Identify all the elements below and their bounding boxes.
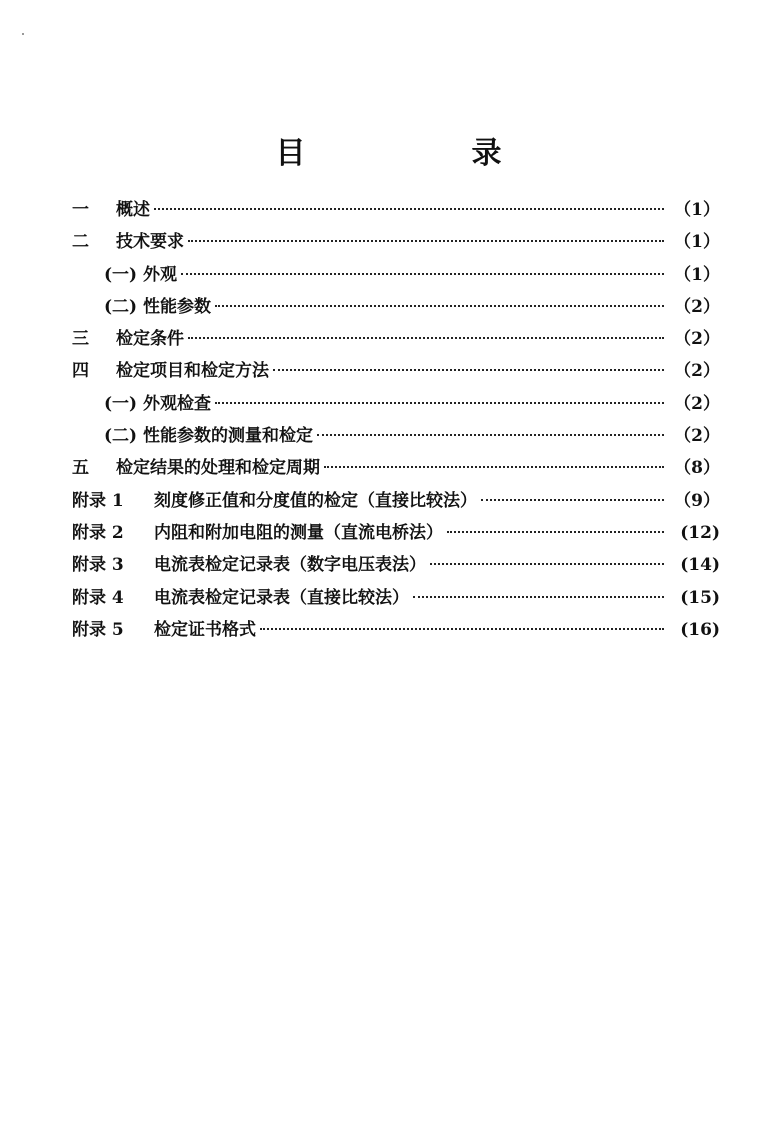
dot-leader: [273, 369, 664, 371]
toc-entry-label: 刻度修正值和分度值的检定（直接比较法）: [154, 490, 477, 511]
dot-leader: [215, 305, 664, 307]
page-title: 目 录: [275, 136, 570, 171]
dot-leader: [447, 531, 664, 533]
toc-entry-label: 电流表检定记录表（直接比较法）: [154, 587, 409, 608]
toc-entry-page: (14): [680, 555, 720, 576]
toc-entry-label: 技术要求: [116, 232, 184, 253]
toc-entry[interactable]: [72, 195, 720, 227]
toc-entry-page: (12): [680, 522, 720, 543]
toc-appendix-entry[interactable]: [72, 518, 720, 550]
toc-entry-page: （2）: [674, 329, 720, 350]
dot-leader: [188, 240, 664, 242]
toc-entry-page: （2）: [674, 296, 720, 317]
table-of-contents: [72, 195, 720, 647]
toc-entry-page: （1）: [674, 200, 720, 220]
toc-entry-label: 检定证书格式: [154, 619, 256, 640]
dot-leader: [154, 208, 664, 210]
dot-leader: [215, 402, 664, 404]
toc-appendix-number: 附录 3: [72, 555, 124, 576]
toc-entry-page: （8）: [674, 458, 720, 479]
dot-leader: [260, 628, 664, 630]
toc-entry-label: 检定条件: [116, 329, 184, 350]
toc-entry[interactable]: [72, 453, 720, 485]
dot-leader: [413, 596, 664, 598]
toc-subentry[interactable]: [72, 292, 720, 324]
dot-leader: [188, 337, 664, 339]
toc-entry-page: （1）: [674, 264, 720, 285]
toc-entry-page: （2）: [674, 393, 720, 414]
toc-appendix-entry[interactable]: [72, 550, 720, 582]
toc-appendix-number: 附录 5: [72, 619, 124, 640]
dot-leader: [317, 434, 664, 436]
toc-entry-label: (二) 性能参数的测量和检定: [104, 426, 314, 447]
toc-entry-page: （1）: [674, 232, 720, 253]
dot-leader: [324, 466, 664, 468]
toc-entry-page: （9）: [674, 490, 720, 511]
toc-entry[interactable]: [72, 356, 720, 388]
toc-entry[interactable]: [72, 324, 720, 356]
toc-entry-label: 内阻和附加电阻的测量（直流电桥法）: [154, 522, 443, 543]
toc-entry-page: （2）: [674, 361, 720, 382]
toc-entry-page: (15): [680, 587, 720, 608]
toc-appendix-number: 附录 2: [72, 522, 124, 543]
toc-entry-label: 概述: [116, 200, 150, 220]
toc-subentry[interactable]: [72, 260, 720, 292]
toc-entry-label: (一) 外观检查: [104, 393, 212, 414]
toc-entry-number: 一: [72, 200, 89, 220]
toc-entry-page: （2）: [674, 426, 720, 447]
toc-entry-number: 二: [72, 232, 89, 253]
toc-entry-label: (一) 外观: [104, 264, 178, 285]
dot-leader: [181, 273, 664, 275]
toc-entry[interactable]: [72, 227, 720, 259]
toc-appendix-number: 附录 4: [72, 587, 124, 608]
scan-speck: [22, 33, 24, 35]
toc-appendix-entry[interactable]: [72, 615, 720, 647]
toc-entry-label: 检定结果的处理和检定周期: [116, 458, 320, 479]
toc-entry-label: 检定项目和检定方法: [116, 361, 269, 382]
toc-entry-label: 电流表检定记录表（数字电压表法）: [154, 555, 426, 576]
toc-entry-number: 三: [72, 329, 89, 350]
toc-subentry[interactable]: [72, 421, 720, 453]
toc-entry-number: 五: [72, 458, 89, 479]
toc-entry-label: (二) 性能参数: [104, 296, 212, 317]
toc-subentry[interactable]: [72, 389, 720, 421]
dot-leader: [481, 499, 664, 501]
toc-appendix-entry[interactable]: [72, 486, 720, 518]
toc-entry-number: 四: [72, 361, 89, 382]
toc-appendix-number: 附录 1: [72, 490, 124, 511]
toc-appendix-entry[interactable]: [72, 583, 720, 615]
dot-leader: [430, 563, 664, 565]
toc-entry-page: (16): [680, 619, 720, 640]
